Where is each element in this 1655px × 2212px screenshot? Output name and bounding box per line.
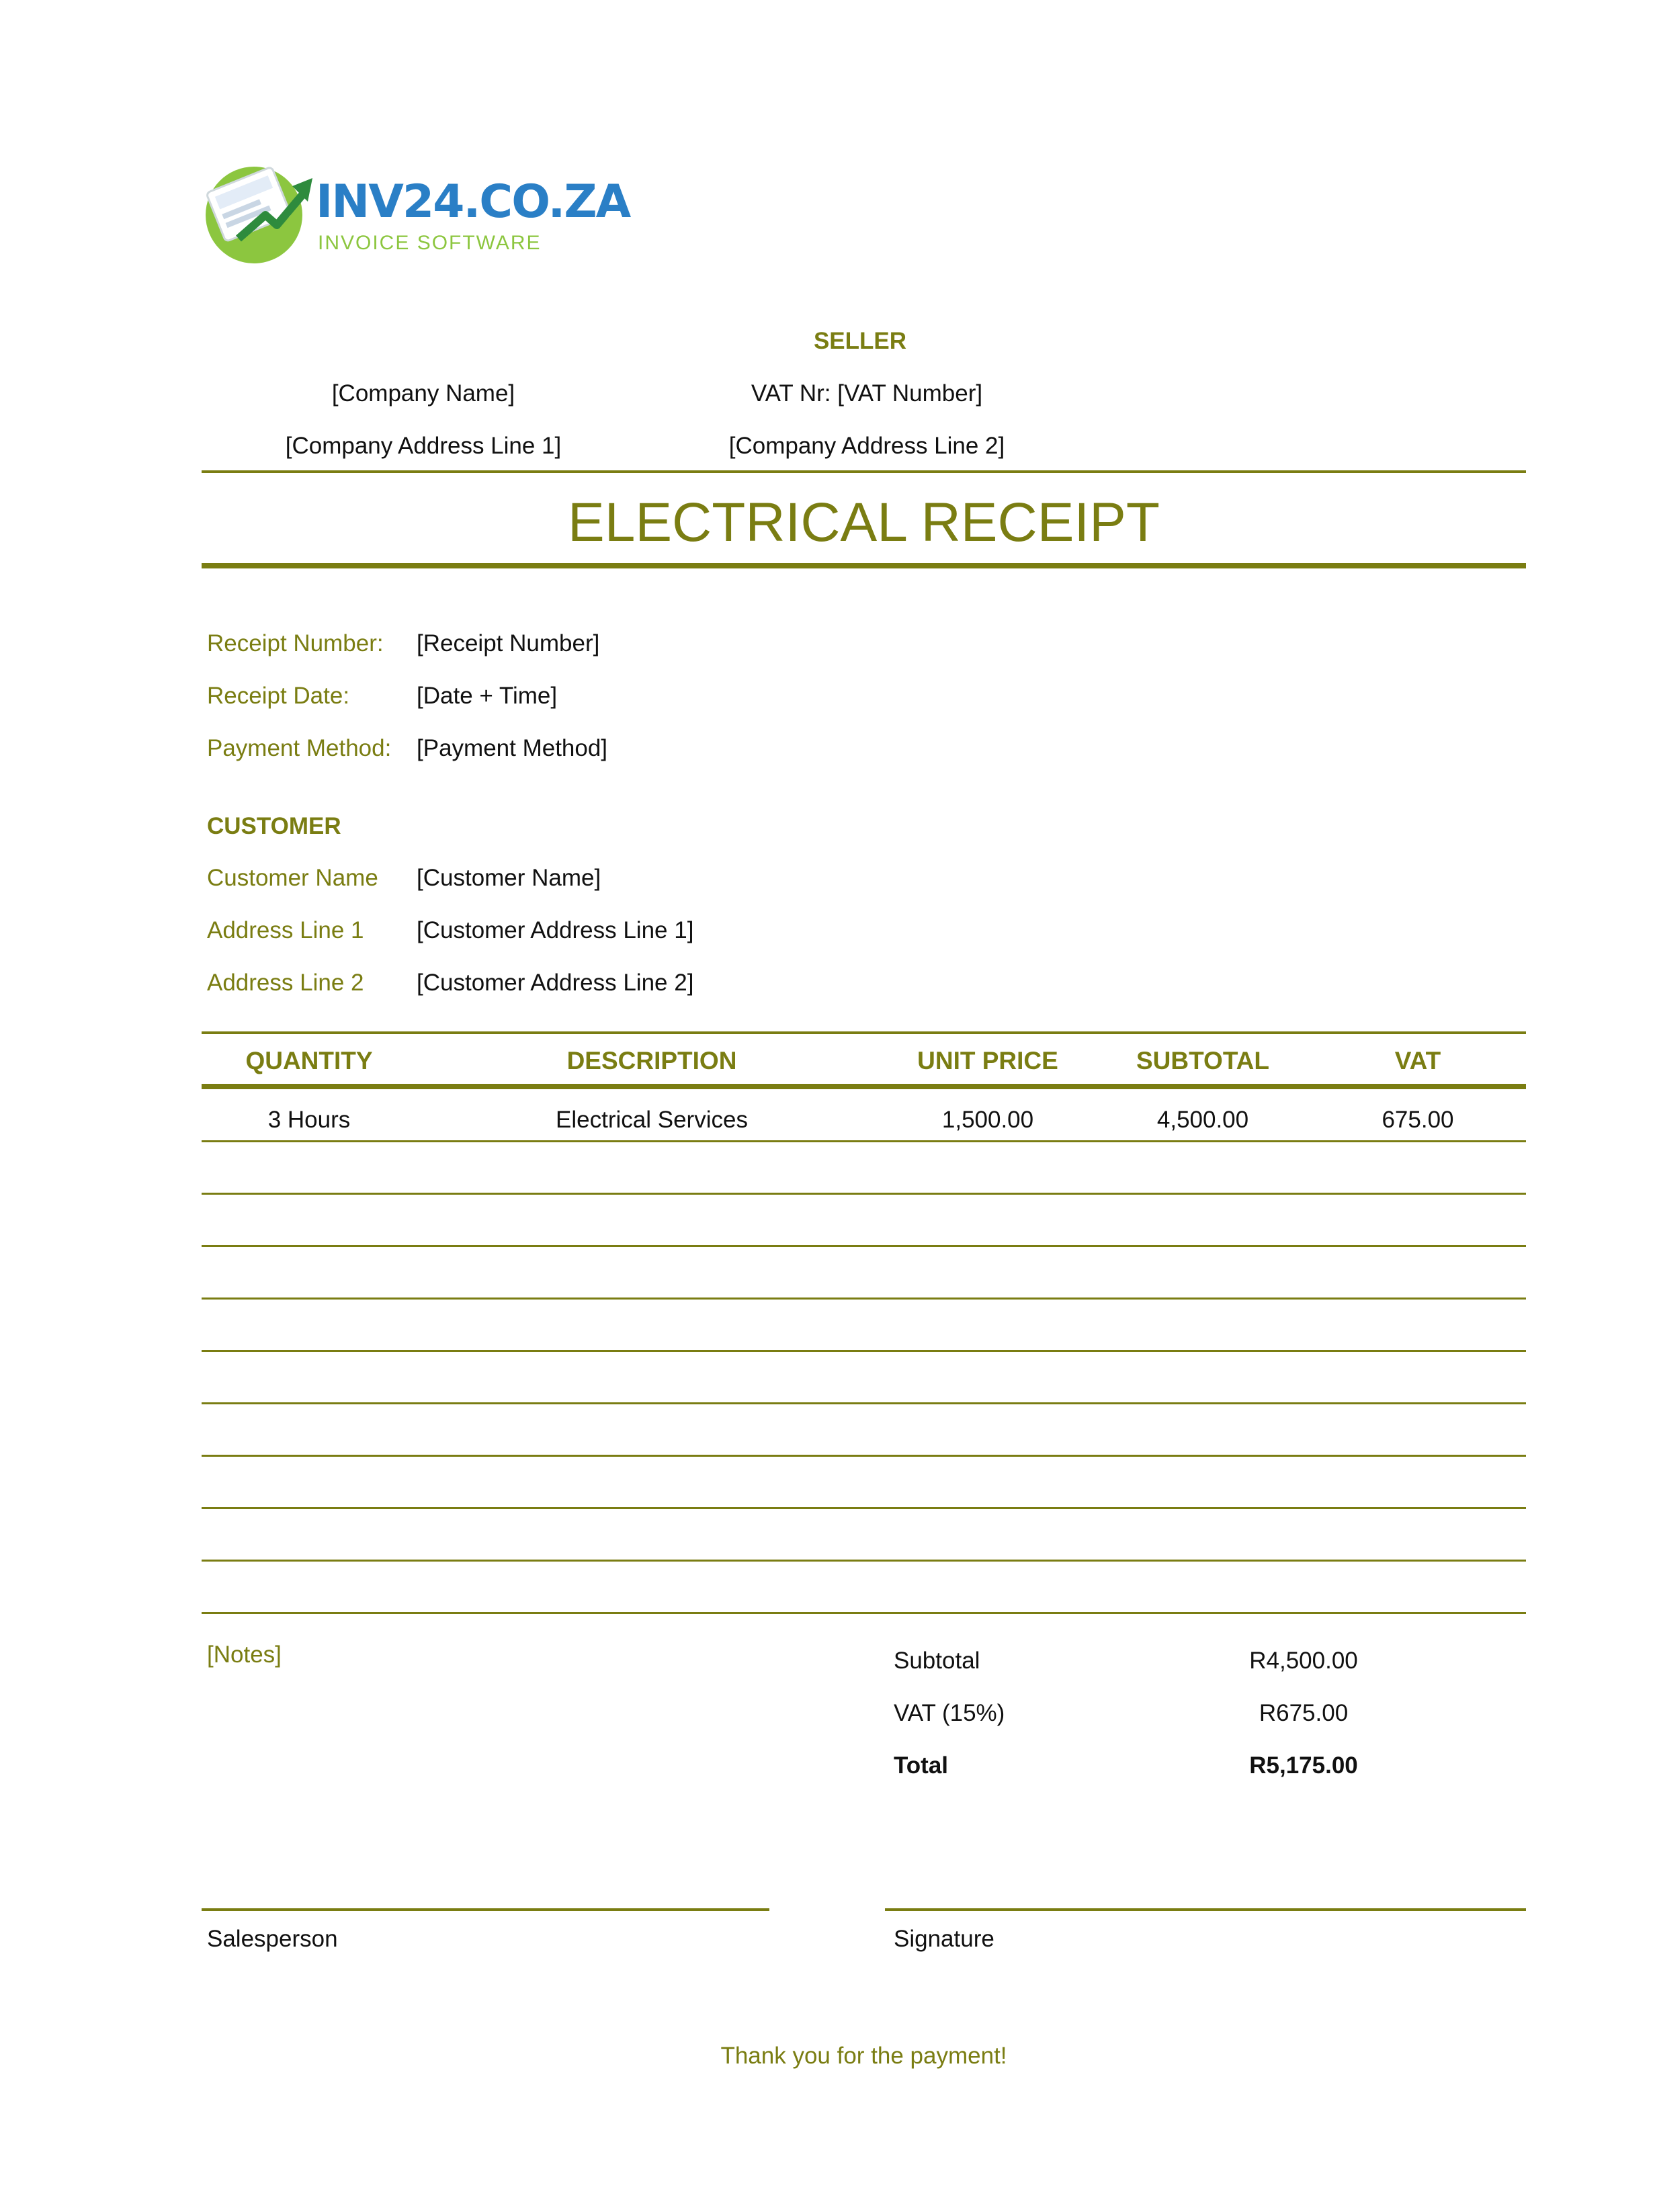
table-header-description: DESCRIPTION xyxy=(566,1047,737,1074)
document-title: ELECTRICAL RECEIPT xyxy=(568,492,1160,553)
title-bottom-divider xyxy=(202,563,1526,568)
customer-signature-line xyxy=(885,1908,1526,1911)
payment-method-value: [Payment Method] xyxy=(417,735,608,761)
vat-value: R675.00 xyxy=(1259,1700,1349,1726)
table-row-divider xyxy=(202,1560,1526,1562)
table-top-border xyxy=(202,1031,1526,1034)
table-row-divider xyxy=(202,1350,1526,1352)
logo-chart-icon xyxy=(202,158,316,265)
table-header-subtotal: SUBTOTAL xyxy=(1136,1047,1269,1074)
seller-vat-number: VAT Nr: [VAT Number] xyxy=(751,380,983,407)
customer-heading: CUSTOMER xyxy=(207,813,341,839)
table-header-vat: VAT xyxy=(1394,1047,1441,1074)
table-bottom-border xyxy=(202,1612,1526,1614)
seller-address-line-2: [Company Address Line 2] xyxy=(728,433,1005,459)
customer-address-1-value: [Customer Address Line 1] xyxy=(417,917,694,943)
table-row-divider xyxy=(202,1140,1526,1142)
total-label: Total xyxy=(894,1752,949,1779)
customer-name-value: [Customer Name] xyxy=(417,865,601,891)
row-quantity: 3 Hours xyxy=(267,1107,351,1133)
table-row-divider xyxy=(202,1298,1526,1300)
table-header-quantity: QUANTITY xyxy=(245,1047,373,1074)
row-unit-price: 1,500.00 xyxy=(941,1107,1034,1133)
logo-brand-text: INV24.CO.ZA xyxy=(316,175,630,228)
payment-method-label: Payment Method: xyxy=(207,735,392,761)
receipt-number-label: Receipt Number: xyxy=(207,630,384,656)
seller-heading: SELLER xyxy=(813,328,907,354)
row-subtotal: 4,500.00 xyxy=(1156,1107,1249,1133)
signature-label: Signature xyxy=(894,1926,994,1952)
seller-company-name: [Company Name] xyxy=(331,380,515,407)
table-header-divider xyxy=(202,1084,1526,1089)
thank-you-footer: Thank you for the payment! xyxy=(720,2043,1007,2069)
row-description: Electrical Services xyxy=(556,1107,748,1133)
vat-label: VAT (15%) xyxy=(894,1700,1005,1726)
receipt-date-value: [Date + Time] xyxy=(417,683,558,709)
table-row-divider xyxy=(202,1193,1526,1195)
table-header-unit-price: UNIT PRICE xyxy=(917,1047,1058,1074)
customer-address-2-value: [Customer Address Line 2] xyxy=(417,970,694,996)
table-row-divider xyxy=(202,1507,1526,1509)
subtotal-label: Subtotal xyxy=(894,1648,980,1674)
subtotal-value: R4,500.00 xyxy=(1249,1648,1358,1674)
salesperson-label: Salesperson xyxy=(207,1926,338,1952)
logo-tagline: INVOICE SOFTWARE xyxy=(318,232,542,254)
seller-address-line-1: [Company Address Line 1] xyxy=(285,433,562,459)
receipt-number-value: [Receipt Number] xyxy=(417,630,600,656)
notes: [Notes] xyxy=(207,1642,282,1668)
row-vat: 675.00 xyxy=(1382,1107,1454,1133)
salesperson-signature-line xyxy=(202,1908,769,1911)
customer-address-1-label: Address Line 1 xyxy=(207,917,364,943)
table-row-divider xyxy=(202,1245,1526,1247)
total-value: R5,175.00 xyxy=(1249,1752,1358,1779)
title-top-divider xyxy=(202,470,1526,473)
customer-name-label: Customer Name xyxy=(207,865,378,891)
receipt-date-label: Receipt Date: xyxy=(207,683,350,709)
table-row-divider xyxy=(202,1402,1526,1404)
company-logo xyxy=(202,158,630,265)
table-row-divider xyxy=(202,1455,1526,1457)
customer-address-2-label: Address Line 2 xyxy=(207,970,364,996)
